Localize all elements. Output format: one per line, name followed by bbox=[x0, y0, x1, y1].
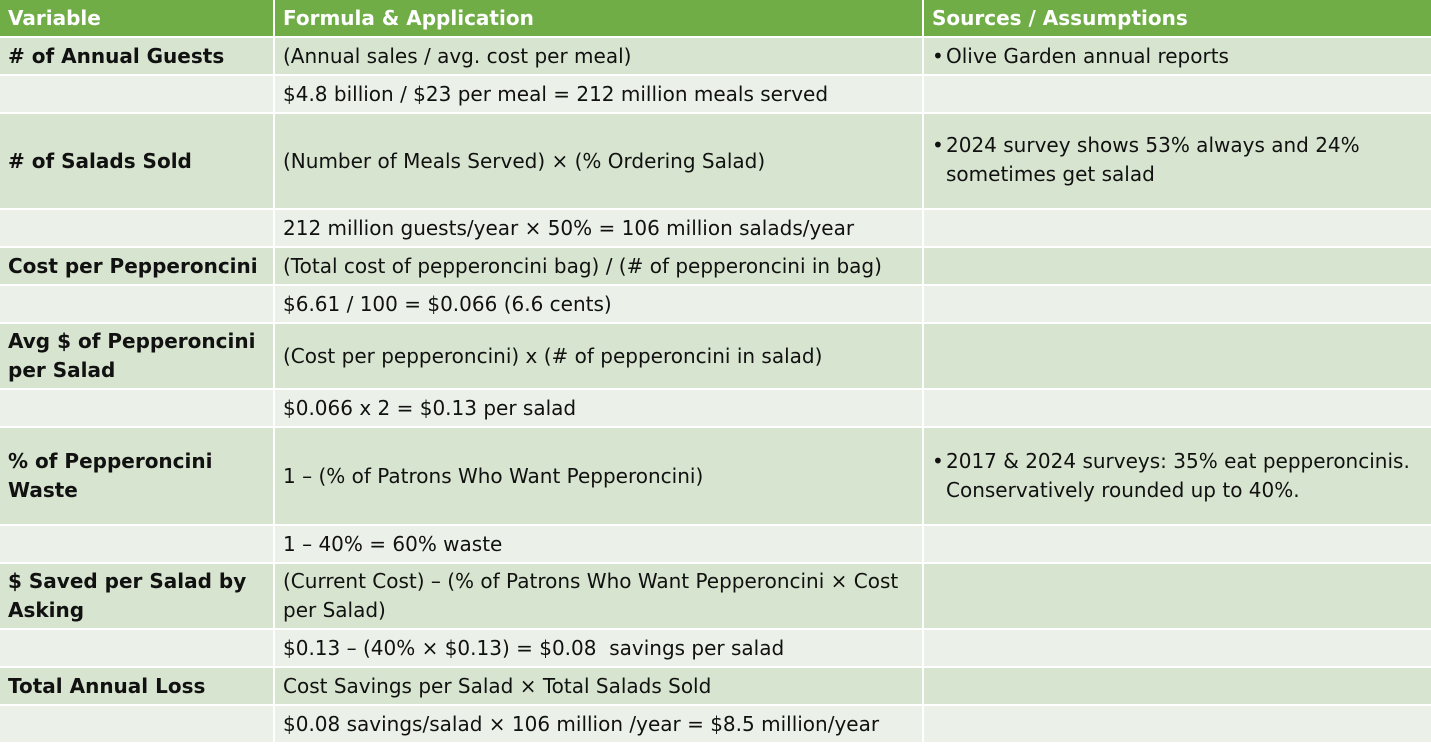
formula-cell: (Annual sales / avg. cost per meal) bbox=[275, 38, 924, 76]
formula-cell: (Cost per pepperoncini) x (# of pepperoncini in salad) bbox=[275, 324, 924, 390]
source-text: 2024 survey shows 53% always and 24% sometimes get salad bbox=[946, 133, 1360, 186]
source-cell bbox=[924, 630, 1431, 668]
formula-cell: (Total cost of pepperoncini bag) / (# of pepperoncini in bag) bbox=[275, 248, 924, 286]
table-row bbox=[0, 324, 1431, 390]
table-row bbox=[0, 114, 1431, 210]
header-sources: Sources / Assumptions bbox=[924, 0, 1431, 38]
source-cell bbox=[924, 114, 1431, 210]
variable-cell: Cost per Pepperoncini bbox=[0, 248, 275, 286]
source-cell bbox=[924, 210, 1431, 248]
formula-cell: (Current Cost) – (% of Patrons Who Want Pepperoncini × Cost per Salad) bbox=[275, 564, 924, 630]
source-cell bbox=[924, 38, 1431, 76]
formula-cell: $0.08 savings/salad × 106 million /year = $8.5 million/year bbox=[275, 706, 924, 744]
source-cell bbox=[924, 428, 1431, 526]
header-row bbox=[0, 0, 1431, 38]
source-cell bbox=[924, 668, 1431, 706]
table-row bbox=[0, 76, 1431, 114]
variable-cell bbox=[0, 210, 275, 248]
formula-cell: $0.066 x 2 = $0.13 per salad bbox=[275, 390, 924, 428]
variable-cell bbox=[0, 706, 275, 744]
variable-cell bbox=[0, 390, 275, 428]
source-text: Olive Garden annual reports bbox=[946, 43, 1229, 68]
table-row bbox=[0, 428, 1431, 526]
source-cell bbox=[924, 390, 1431, 428]
bullet-icon: • bbox=[932, 449, 944, 473]
source-text: 2017 & 2024 surveys: 35% eat pepperoncinis. Conservatively rounded up to 40%. bbox=[946, 449, 1410, 502]
table-row bbox=[0, 630, 1431, 668]
variable-cell bbox=[0, 526, 275, 564]
variable-cell: Total Annual Loss bbox=[0, 668, 275, 706]
table-row bbox=[0, 390, 1431, 428]
source-cell bbox=[924, 564, 1431, 630]
source-cell bbox=[924, 248, 1431, 286]
variable-cell: $ Saved per Salad by Asking bbox=[0, 564, 275, 630]
variable-cell: # of Salads Sold bbox=[0, 114, 275, 210]
table-row bbox=[0, 668, 1431, 706]
header-formula: Formula & Application bbox=[275, 0, 924, 38]
table-row bbox=[0, 38, 1431, 76]
variable-cell bbox=[0, 630, 275, 668]
variable-cell bbox=[0, 76, 275, 114]
source-cell bbox=[924, 324, 1431, 390]
source-cell bbox=[924, 286, 1431, 324]
variable-cell: Avg $ of Pepperoncini per Salad bbox=[0, 324, 275, 390]
formula-cell: $6.61 / 100 = $0.066 (6.6 cents) bbox=[275, 286, 924, 324]
formula-cell: (Number of Meals Served) × (% Ordering Salad) bbox=[275, 114, 924, 210]
table-row bbox=[0, 248, 1431, 286]
variable-cell bbox=[0, 286, 275, 324]
formula-cell: 1 – (% of Patrons Who Want Pepperoncini) bbox=[275, 428, 924, 526]
table-row bbox=[0, 526, 1431, 564]
table-row bbox=[0, 210, 1431, 248]
bullet-icon: • bbox=[932, 43, 944, 68]
header-variable: Variable bbox=[0, 0, 275, 38]
source-cell bbox=[924, 526, 1431, 564]
formula-cell: $4.8 billion / $23 per meal = 212 million meals served bbox=[275, 76, 924, 114]
table-row bbox=[0, 564, 1431, 630]
variable-cell: % of Pepperoncini Waste bbox=[0, 428, 275, 526]
source-cell bbox=[924, 76, 1431, 114]
variable-cell: # of Annual Guests bbox=[0, 38, 275, 76]
source-cell bbox=[924, 706, 1431, 744]
formula-cell: $0.13 – (40% × $0.13) = $0.08 savings per salad bbox=[275, 630, 924, 668]
formula-cell: 1 – 40% = 60% waste bbox=[275, 526, 924, 564]
table-row bbox=[0, 706, 1431, 744]
table-row bbox=[0, 286, 1431, 324]
bullet-icon: • bbox=[932, 133, 944, 157]
formula-cell: 212 million guests/year × 50% = 106 million salads/year bbox=[275, 210, 924, 248]
formula-cell: Cost Savings per Salad × Total Salads Sold bbox=[275, 668, 924, 706]
